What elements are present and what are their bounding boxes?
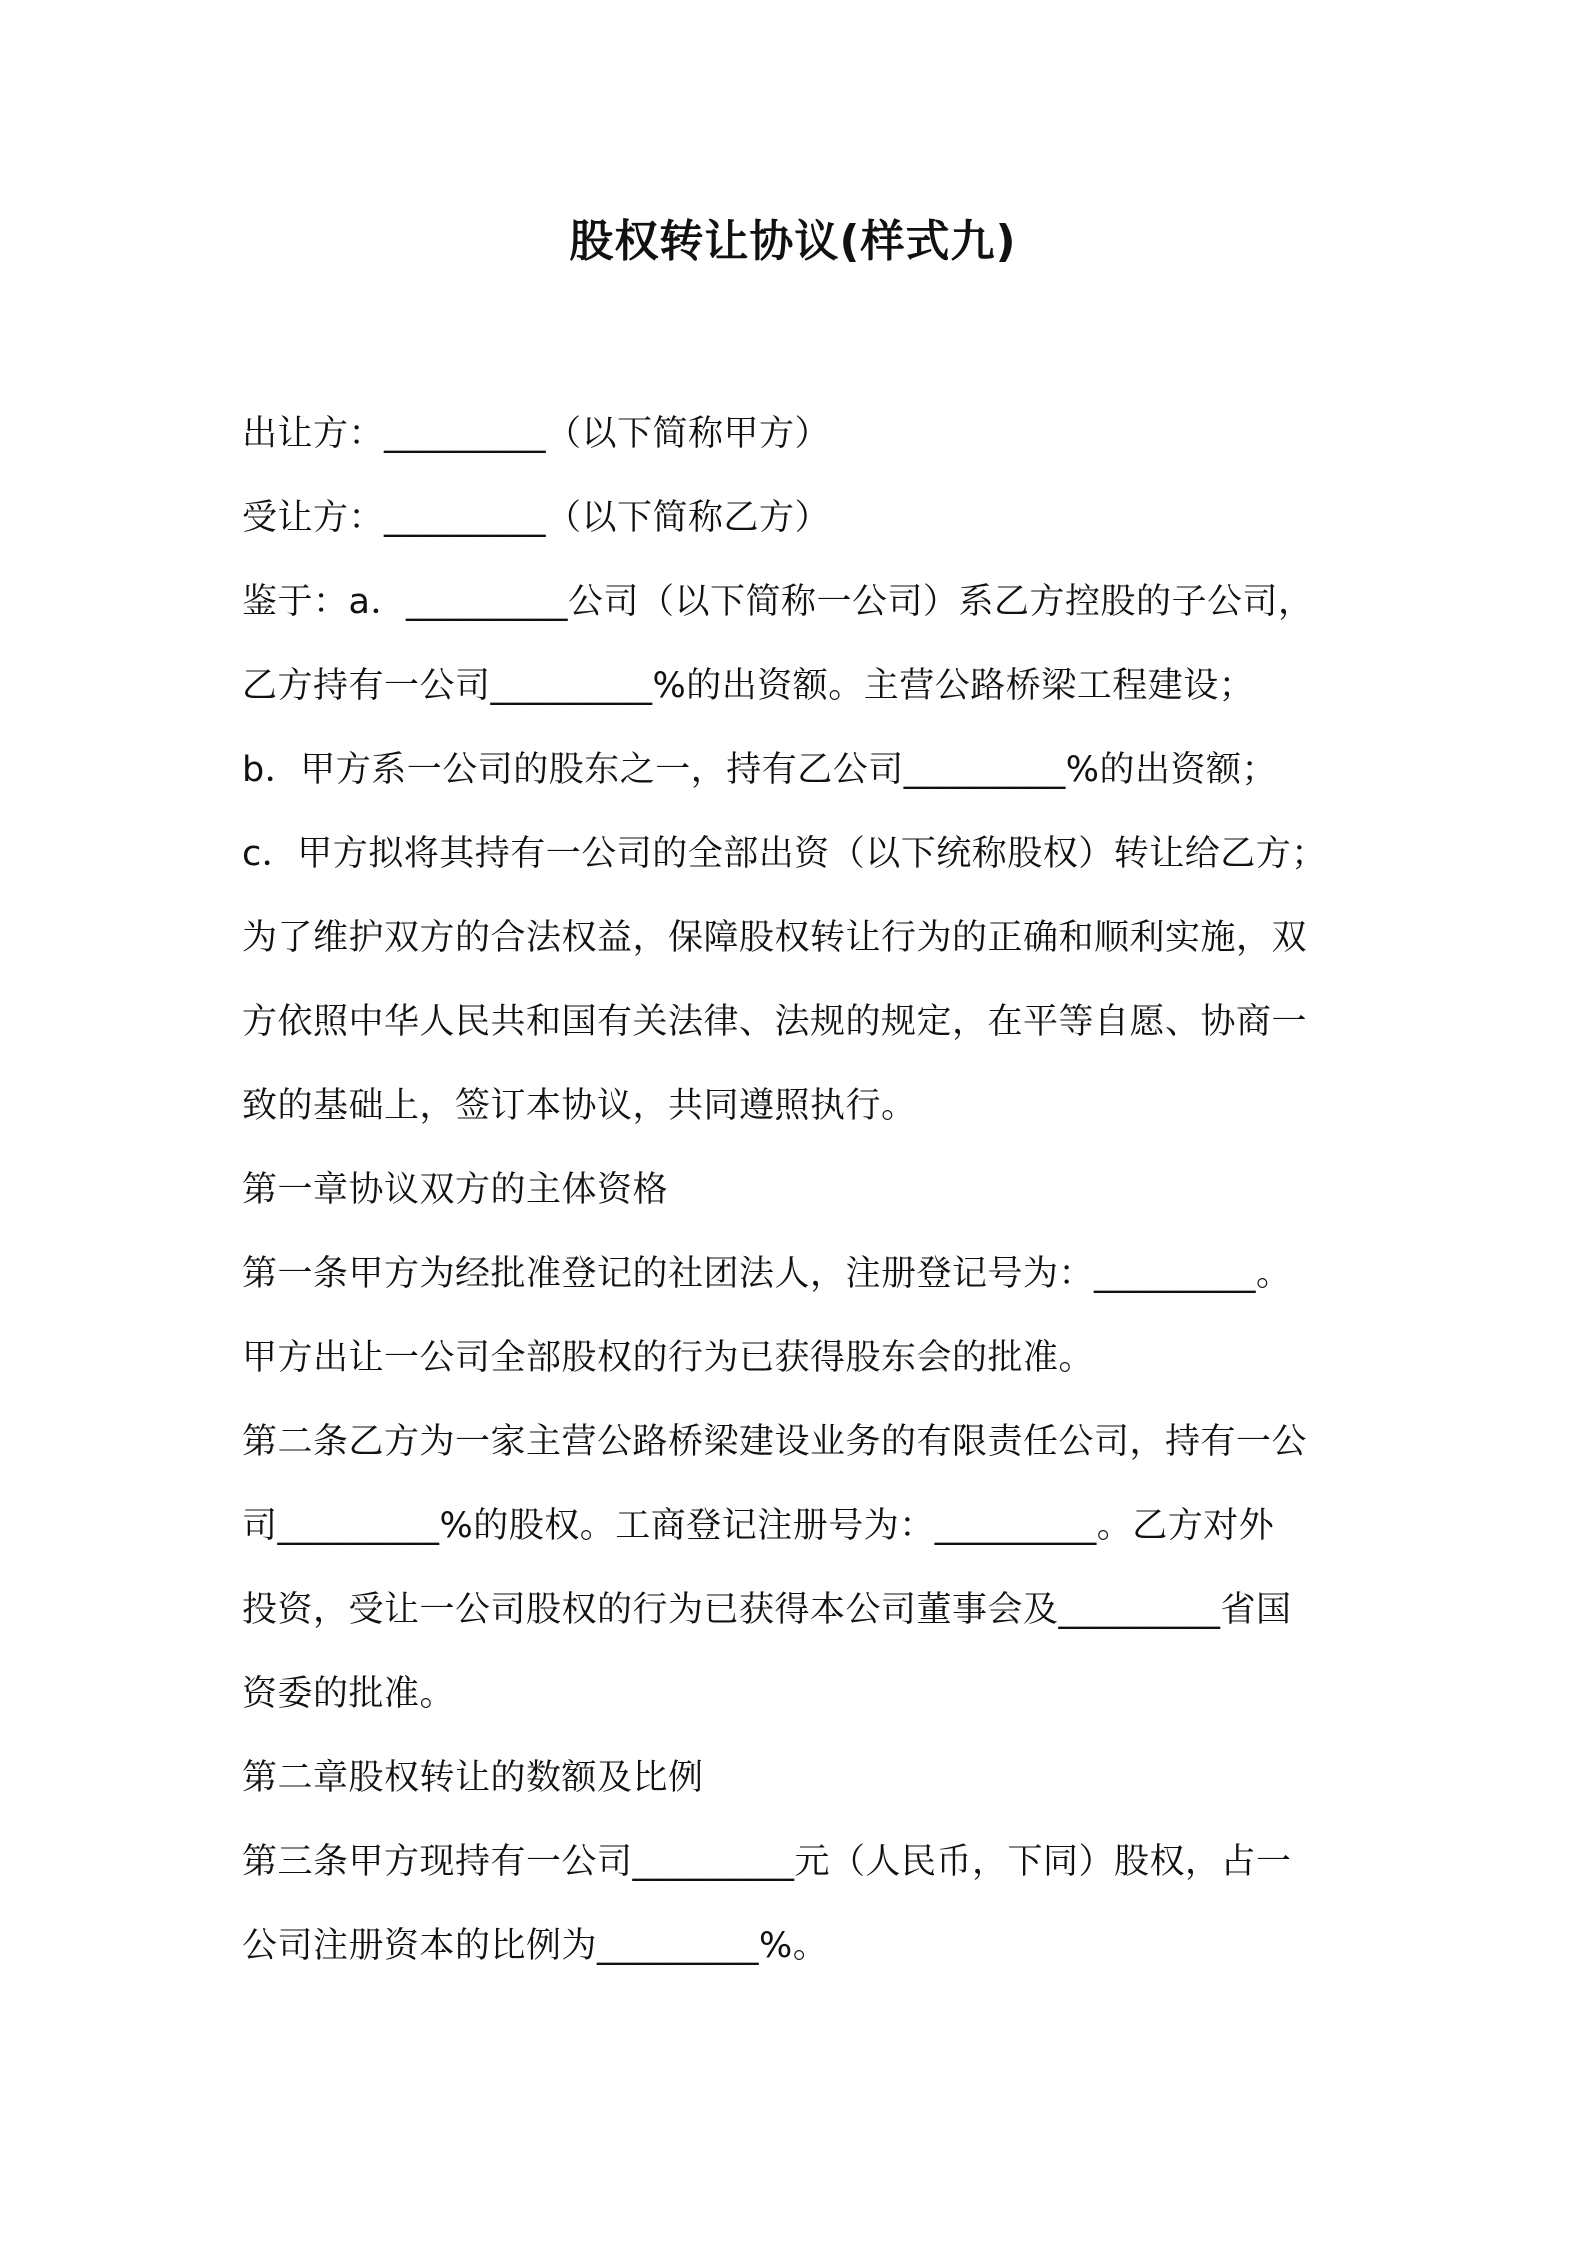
article-1-line-2: 甲方出让一公司全部股权的行为已获得股东会的批准。 (242, 1338, 1095, 1378)
line-whereas-a-cont: 乙方持有一公司_________%的出资额。主营公路桥梁工程建设； (242, 666, 1255, 706)
document-title: 股权转让协议(样式九) (569, 216, 1017, 267)
article-3-line-1: 第三条甲方现持有一公司_________元（人民币，下同）股权，占一 (242, 1842, 1292, 1882)
line-whereas-b: b．甲方系一公司的股东之一，持有乙公司_________%的出资额； (242, 750, 1277, 790)
article-3-line-2: 公司注册资本的比例为_________%。 (242, 1926, 829, 1966)
line-whereas-a: 鉴于：a．_________公司（以下简称一公司）系乙方控股的子公司， (242, 582, 1314, 622)
article-2-line-3: 投资，受让一公司股权的行为已获得本公司董事会及_________省国 (242, 1590, 1292, 1630)
article-2-line-4: 资委的批准。 (242, 1674, 456, 1714)
line-transferee: 受让方：_________（以下简称乙方） (242, 498, 831, 538)
line-purpose-2: 方依照中华人民共和国有关法律、法规的规定，在平等自愿、协商一 (242, 1002, 1308, 1042)
line-transferor: 出让方：_________（以下简称甲方） (242, 414, 831, 454)
article-1-line-1: 第一条甲方为经批准登记的社团法人，注册登记号为：_________。 (242, 1254, 1292, 1294)
line-whereas-c: c．甲方拟将其持有一公司的全部出资（以下统称股权）转让给乙方； (242, 834, 1327, 874)
article-2-line-2: 司_________%的股权。工商登记注册号为：_________。乙方对外 (242, 1506, 1275, 1546)
line-purpose-3: 致的基础上，签订本协议，共同遵照执行。 (242, 1086, 917, 1126)
chapter-2-heading: 第二章股权转让的数额及比例 (242, 1758, 704, 1798)
article-2-line-1: 第二条乙方为一家主营公路桥梁建设业务的有限责任公司，持有一公 (242, 1422, 1308, 1462)
chapter-1-heading: 第一章协议双方的主体资格 (242, 1170, 669, 1210)
line-purpose-1: 为了维护双方的合法权益，保障股权转让行为的正确和顺利实施，双 (242, 918, 1308, 958)
